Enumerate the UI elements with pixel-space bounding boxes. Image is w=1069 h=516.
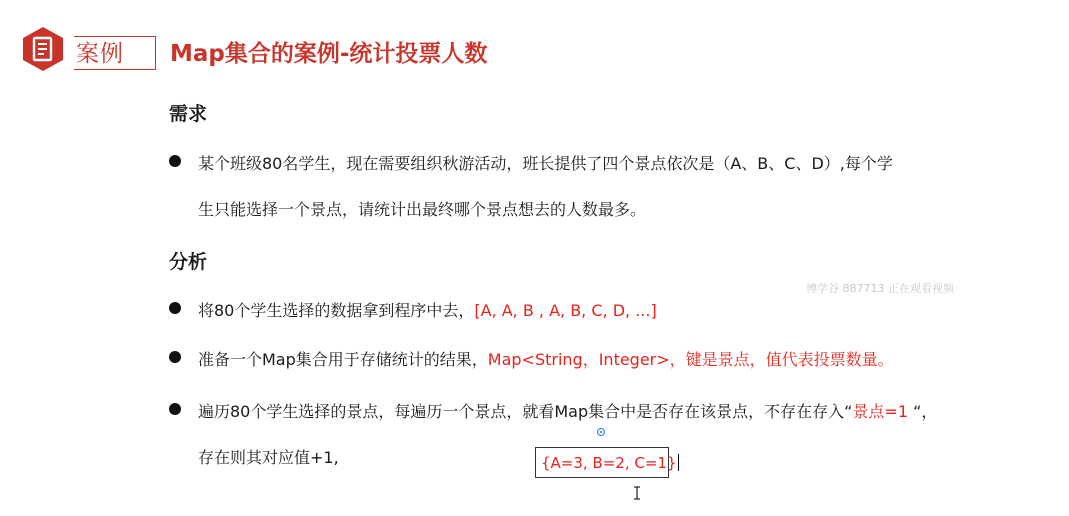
analysis-item-3 [198,399,937,422]
page-title: Map集合的案例-统计投票人数 [170,41,488,67]
edit-box-value[interactable]: {A=3, B=2, C=1} [541,454,677,472]
analysis-item-1-text: 将80个学生选择的数据拿到程序中去， [198,301,475,320]
document-icon [20,26,66,72]
analysis-item-2-text: 准备一个Map集合用于存储统计的结果， [198,350,488,369]
analysis-heading: 分析 [169,251,208,273]
analysis-item-3-line-2: 存在则其对应值+1, [198,448,339,467]
badge-label: 案例 [76,41,124,67]
bullet-point [169,403,181,415]
analysis-item-2-highlight: Map<String，Integer>，键是景点，值代表投票数量。 [487,350,894,369]
watermark: 博学谷 887713 正在观看视频 [806,282,954,295]
analysis-item-1 [198,298,657,321]
case-badge [20,26,140,72]
text-edit-box[interactable] [535,447,677,478]
analysis-item-3-highlight: 景点=1 [852,402,909,421]
analysis-item-1-highlight: [A, A, B , A, B, C, D, ...] [474,301,657,320]
analysis-item-3-text-end: “， [908,402,938,421]
analysis-item-3-text: 遍历80个学生选择的景点，每遍历一个景点，就看Map集合中是否存在该景点，不存在存入“ [198,402,853,421]
text-caret [678,454,679,471]
requirement-line-1: 某个班级80名学生，现在需要组织秋游活动，班长提供了四个景点依次是（A、B、C、D）,每个学 [198,154,893,173]
bullet-point [169,302,181,314]
text-cursor-icon [632,486,642,500]
bullet-point [169,351,181,363]
analysis-item-2 [198,347,894,370]
requirement-line-2: 生只能选择一个景点，请统计出最终哪个景点想去的人数最多。 [198,200,647,219]
requirement-heading: 需求 [169,103,208,125]
rotate-handle-icon[interactable] [597,428,605,436]
bullet-point [169,155,181,167]
